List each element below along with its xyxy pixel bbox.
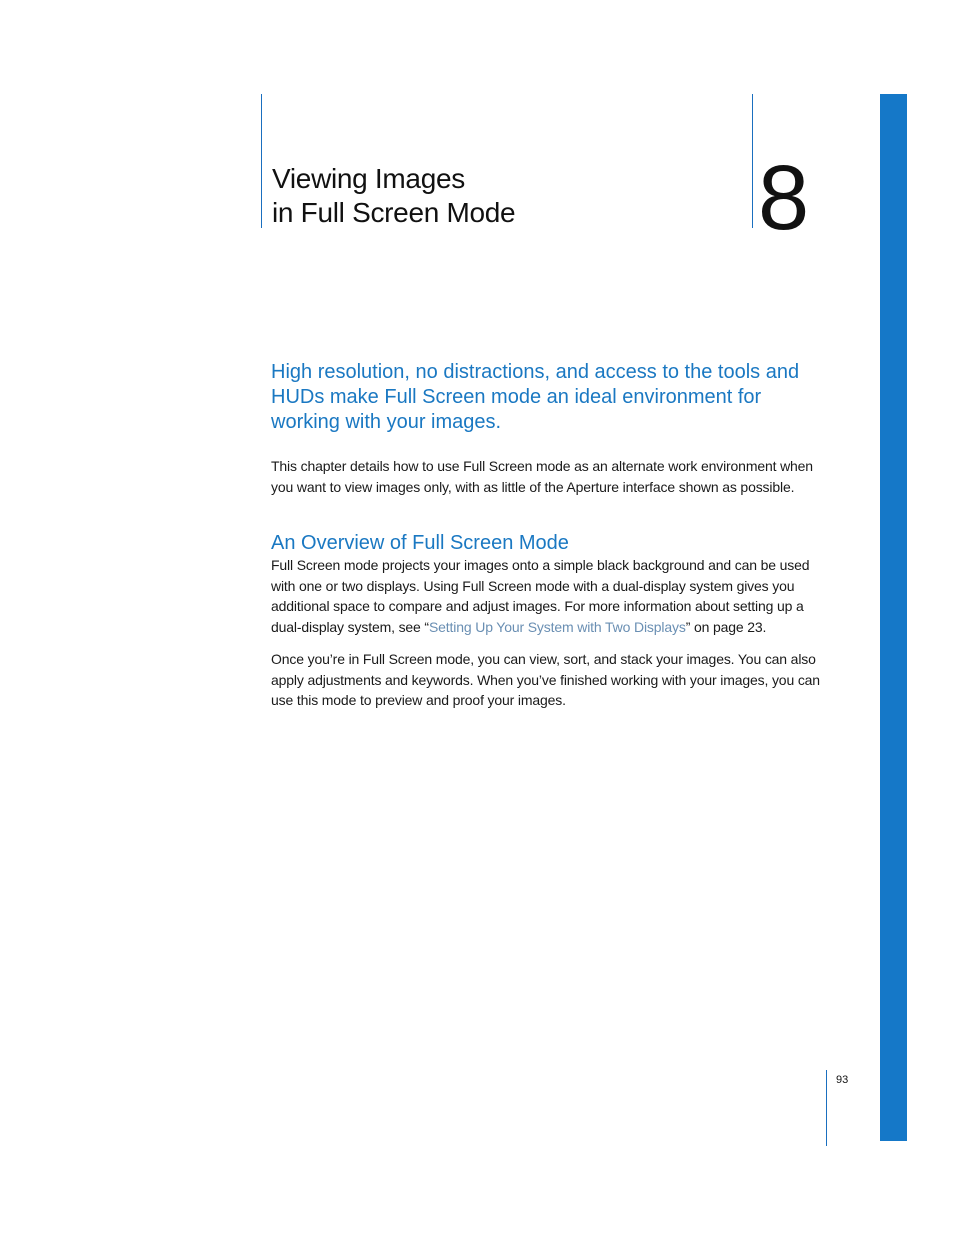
chapter-rule-left bbox=[261, 94, 262, 228]
cross-reference-link[interactable]: Setting Up Your System with Two Displays bbox=[428, 618, 686, 635]
section-paragraph-1 bbox=[271, 555, 831, 637]
intro-paragraph: This chapter details how to use Full Screen mode as an alternate work environment when you want to view images only, with as little of the Aperture interface shown as possible. bbox=[271, 458, 813, 495]
section-heading: An Overview of Full Screen Mode bbox=[271, 532, 569, 554]
paragraph-text: ” on page 23. bbox=[685, 618, 767, 635]
chapter-side-tab bbox=[880, 94, 907, 1141]
chapter-title-line-1: Viewing Images bbox=[272, 163, 465, 194]
chapter-title bbox=[272, 162, 515, 230]
chapter-title-line-2: in Full Screen Mode bbox=[272, 197, 516, 228]
chapter-number: 8 bbox=[758, 147, 810, 249]
section-paragraph-2: Once you’re in Full Screen mode, you can view, sort, and stack your images. You can also apply adjustments and keywords. When you’ve finished working with your images, you can use this mode to preview and proof your images. bbox=[271, 651, 820, 708]
intro-heading: High resolution, no distractions, and access to the tools and HUDs make Full Screen mode an ideal environment for working with your images. bbox=[271, 361, 800, 433]
chapter-rule-right bbox=[752, 94, 753, 228]
paragraph-text: Full Screen mode projects your images onto a simple black background and can be used with one or two displays. Using Full Screen mode with a dual-display system gives you additional space to compare and adjust images. For more information about setting up a dual-display system, see “ bbox=[271, 557, 810, 635]
footer-rule bbox=[826, 1070, 827, 1146]
page-number: 93 bbox=[836, 1074, 849, 1086]
